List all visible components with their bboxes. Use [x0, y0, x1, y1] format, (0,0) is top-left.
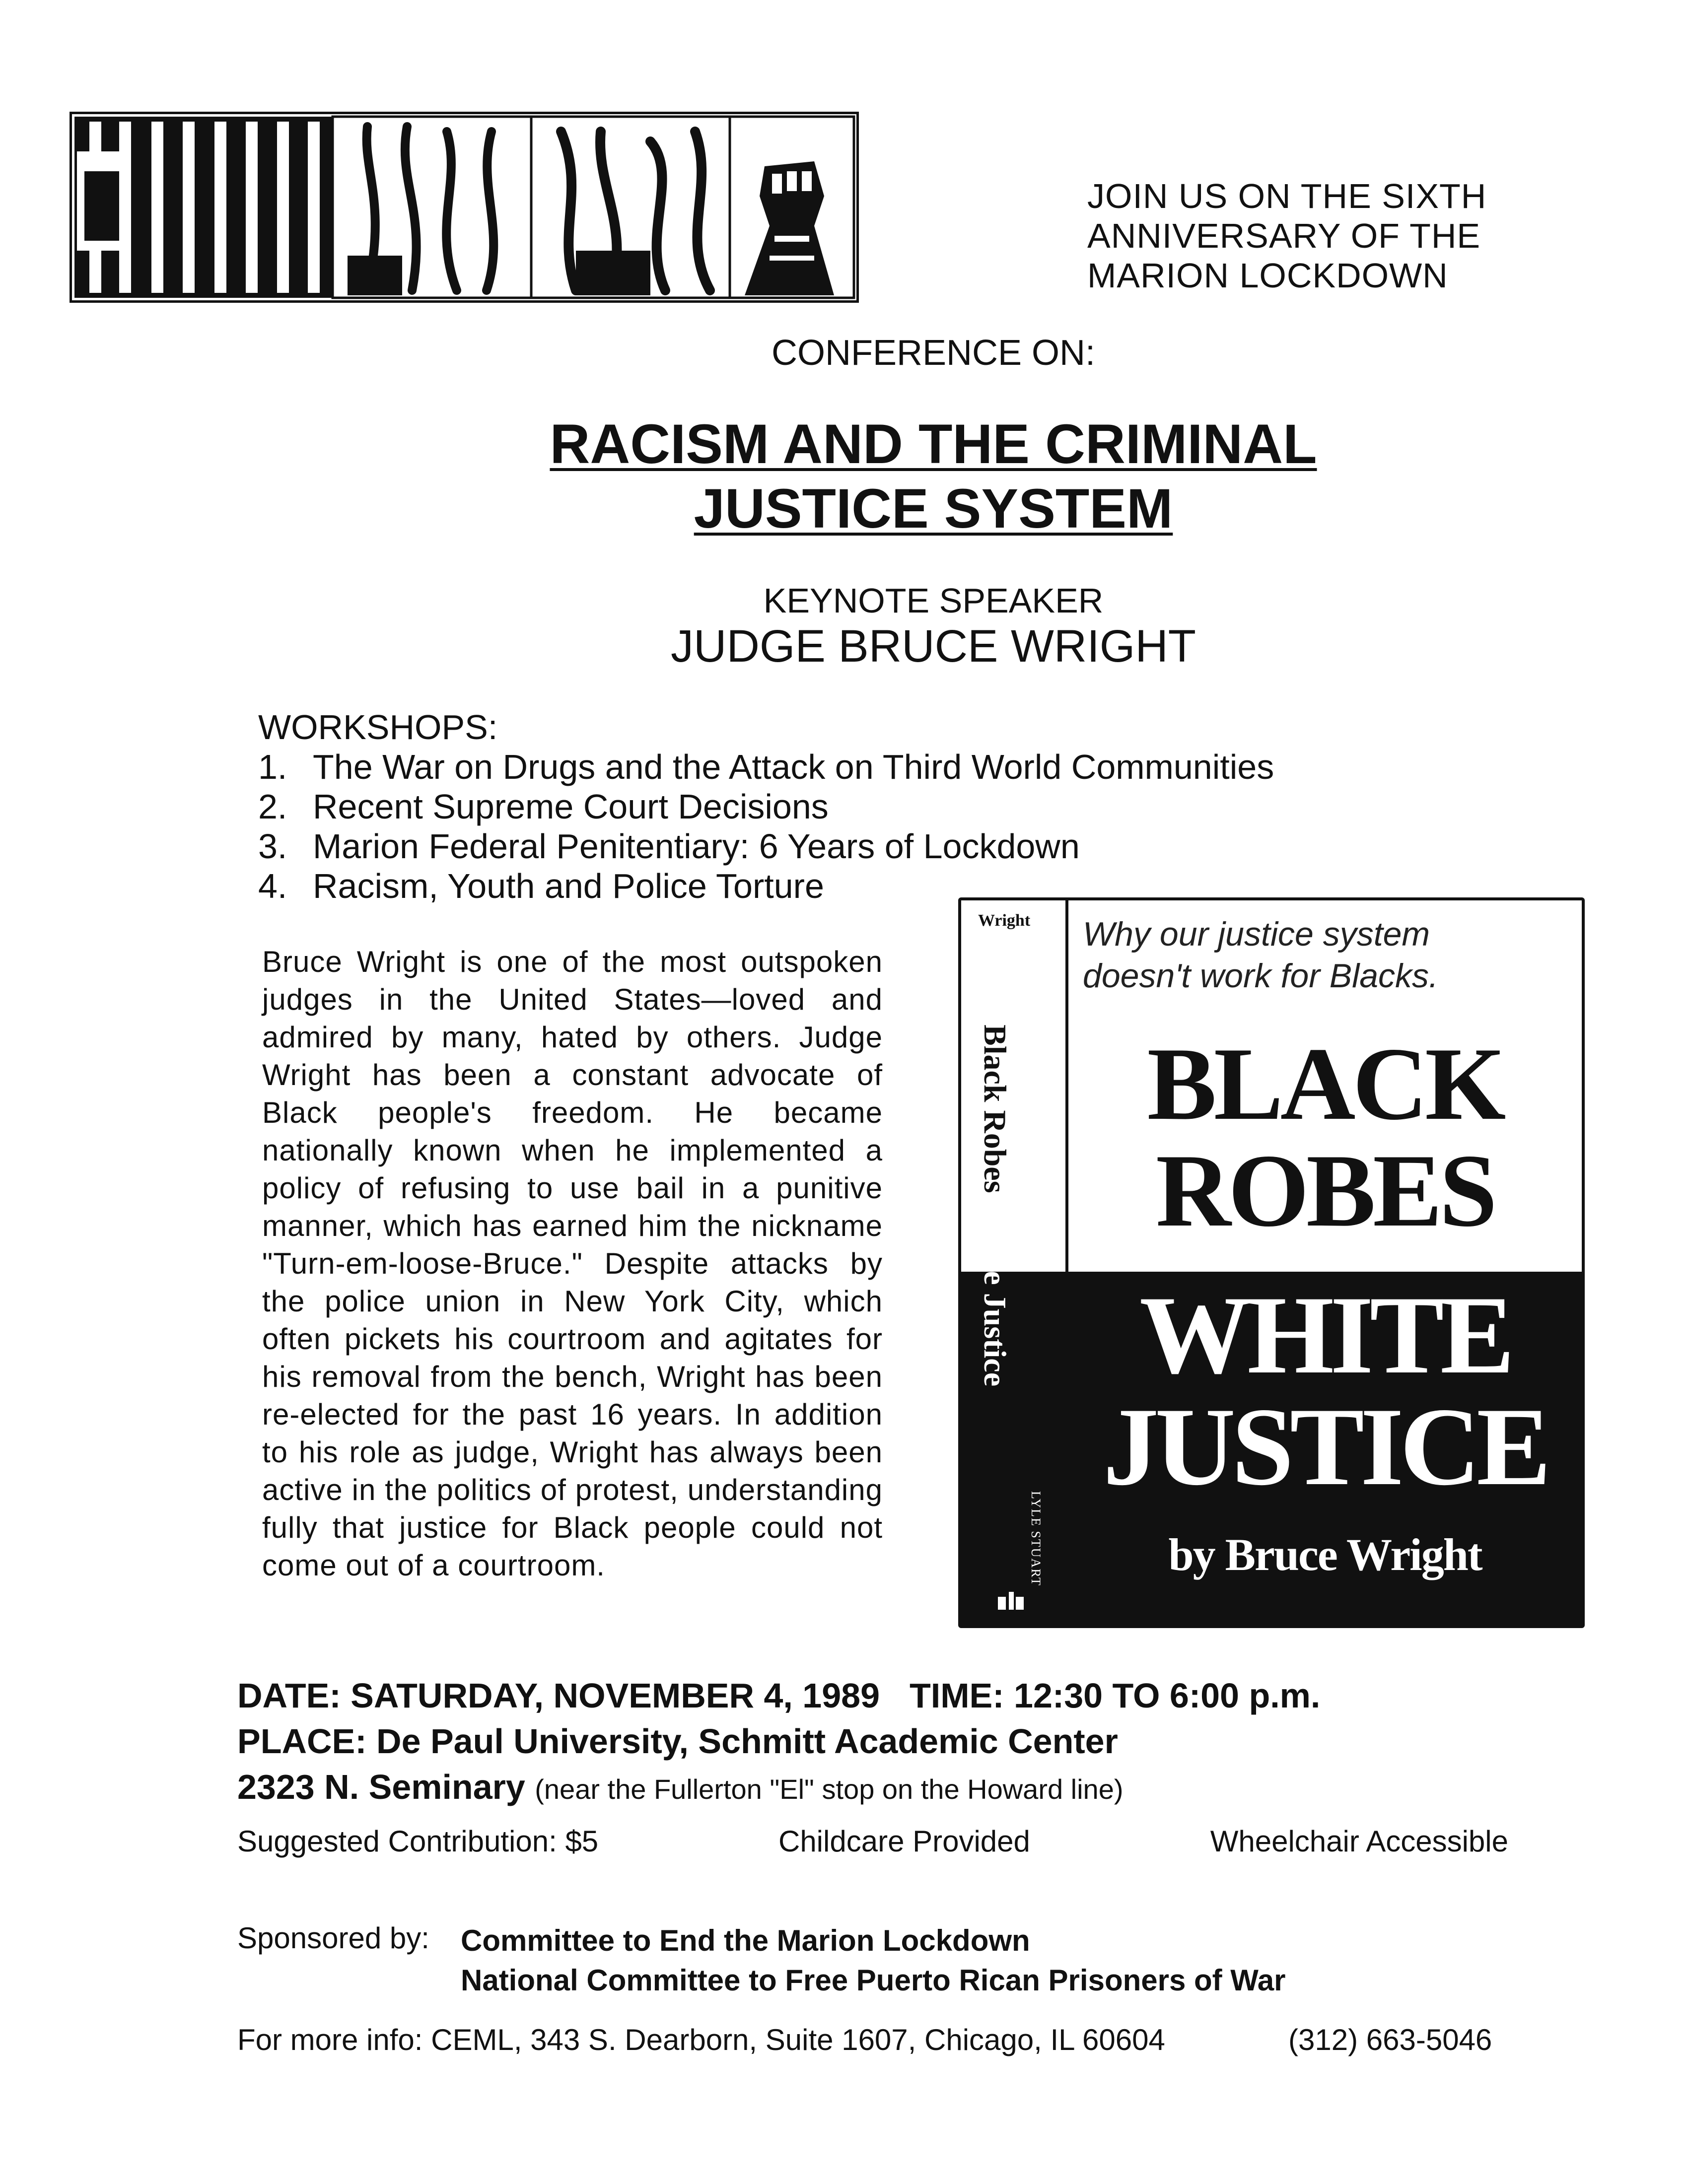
workshop-title: The War on Drugs and the Attack on Third World Communities: [313, 748, 1274, 786]
anniversary-line: MARION LOCKDOWN: [1087, 256, 1448, 295]
event-details: [237, 1673, 1677, 1812]
conference-label: CONFERENCE ON:: [771, 333, 1096, 373]
book-title-black: BLACK: [1147, 1026, 1503, 1142]
sponsors-list: [461, 1921, 1285, 2000]
book-tagline-line: doesn't work for Blacks.: [1083, 957, 1438, 995]
spine-title-part1: Black Robes: [978, 1024, 1013, 1193]
anniversary-line: ANNIVERSARY OF THE: [1087, 216, 1481, 255]
contact-phone: (312) 663-5046: [1288, 2023, 1492, 2056]
book-tagline-line: Why our justice system: [1083, 915, 1430, 953]
prison-bars-fist-artwork: [70, 112, 859, 303]
workshop-item: [258, 826, 1648, 866]
publisher-logo-icon: [996, 1588, 1026, 1613]
conference-title-line2: JUSTICE SYSTEM: [694, 478, 1173, 540]
address-line: [237, 1764, 1677, 1812]
sponsor-name: National Committee to Free Puerto Rican Prisoners of War: [461, 1964, 1286, 1997]
date-label: DATE:: [237, 1676, 341, 1715]
workshop-title: Marion Federal Penitentiary: 6 Years of Lockdown: [313, 827, 1080, 866]
book-author: by Bruce Wright: [1168, 1529, 1482, 1580]
place-line: [237, 1718, 1677, 1764]
event-address: 2323 N. Seminary: [237, 1768, 525, 1806]
accessibility-note: Wheelchair Accessible: [1210, 1825, 1508, 1858]
workshop-number: 3.: [258, 827, 287, 866]
date-time-line: [237, 1673, 1677, 1718]
book-cover-image: [958, 897, 1585, 1628]
spine-title-part2: White Justice: [978, 1202, 1013, 1387]
childcare-note: Childcare Provided: [778, 1825, 1030, 1858]
workshops-list: [258, 747, 1648, 906]
place-label: PLACE:: [237, 1722, 367, 1761]
event-place: De Paul University, Schmitt Academic Center: [376, 1722, 1118, 1761]
suggested-contribution: Suggested Contribution: $5: [237, 1825, 599, 1858]
conference-title-line1: RACISM AND THE CRIMINAL: [550, 413, 1317, 475]
event-extras: [237, 1824, 1508, 1858]
time-label: TIME:: [910, 1676, 1004, 1715]
sponsor-name: Committee to End the Marion Lockdown: [461, 1924, 1030, 1957]
spine-author: Wright: [978, 911, 1031, 930]
anniversary-notice: [1087, 176, 1633, 295]
keynote-label: KEYNOTE SPEAKER: [763, 581, 1104, 620]
workshop-item: [258, 787, 1648, 826]
event-date: SATURDAY, NOVEMBER 4, 1989: [351, 1676, 880, 1715]
workshops-section: [258, 707, 1648, 906]
workshop-title: Racism, Youth and Police Torture: [313, 867, 824, 905]
book-tagline: [1083, 913, 1559, 997]
event-time: 12:30 TO 6:00 p.m.: [1014, 1676, 1321, 1715]
workshop-item: [258, 747, 1648, 787]
keynote-speaker-name: JUDGE BRUCE WRIGHT: [671, 621, 1196, 672]
book-title-justice: JUSTICE: [1103, 1384, 1547, 1508]
address-note: (near the Fullerton "El" stop on the Howard line): [535, 1774, 1124, 1805]
speaker-biography: Bruce Wright is one of the most outspoken judges in the United States—loved and admired by many, hated by others. Judge Wright has been a constant advocate of Black people's freedom. He became nationally known when he implemented a policy of refusing to use bail in a punitive manner, which has earned him the nickname "Turn-em-loose-Bruce." Despite attacks by the police union in New York City, which often pickets his courtroom and agitates for his removal from the bench, Wright has been re-elected for the past 16 years. In addition to his role as judge, Wright has always been active in the politics of protest, understanding fully that justice for Black people could not come out of a courtroom.: [262, 945, 883, 1582]
sponsors-label: Sponsored by:: [237, 1921, 429, 1955]
workshop-number: 4.: [258, 867, 287, 905]
spine-publisher: LYLE STUART: [1029, 1491, 1043, 1586]
spine-title: [977, 1024, 1013, 1386]
workshops-heading: WORKSHOPS:: [258, 708, 498, 747]
contact-info: For more info: CEML, 343 S. Dearborn, Suite 1607, Chicago, IL 60604: [237, 2023, 1165, 2056]
book-title-robes: ROBES: [1156, 1133, 1494, 1248]
workshop-number: 2.: [258, 787, 287, 826]
book-title-white: WHITE: [1139, 1273, 1511, 1397]
workshop-number: 1.: [258, 748, 287, 786]
workshop-title: Recent Supreme Court Decisions: [313, 787, 829, 826]
anniversary-line: JOIN US ON THE SIXTH: [1087, 177, 1487, 215]
